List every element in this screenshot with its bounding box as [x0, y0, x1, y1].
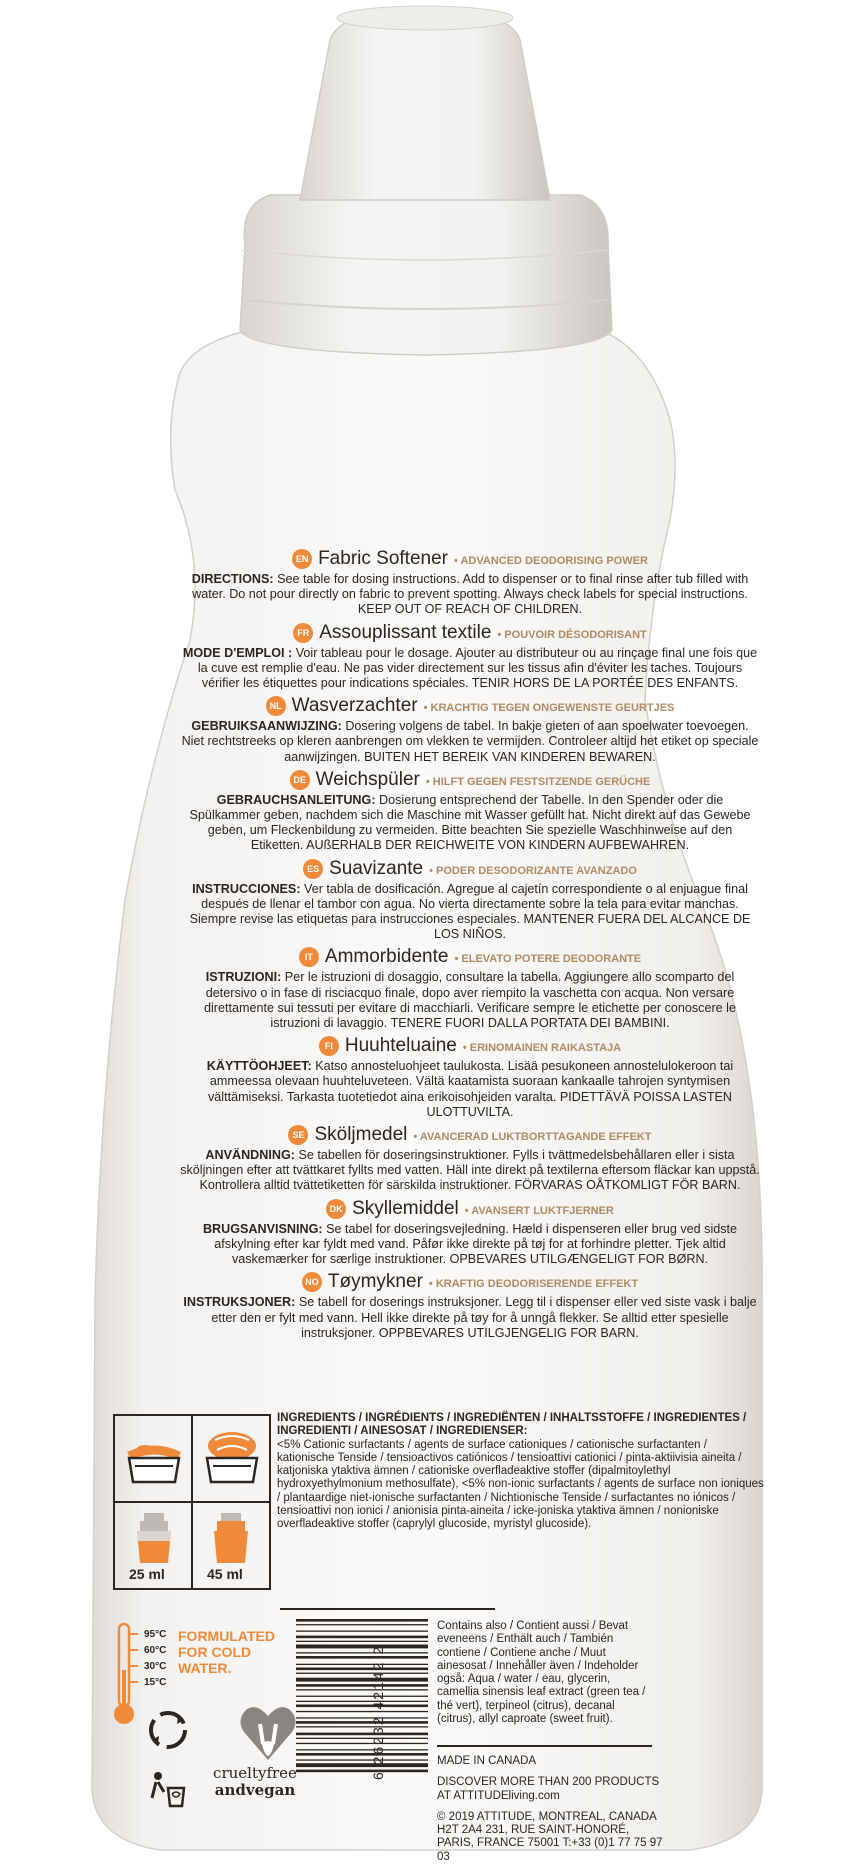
- barcode-bar: [296, 1673, 428, 1674]
- cruelty-free-logo: crueltyfree andvegan: [213, 1764, 297, 1799]
- section-tagline: • AVANCERAD LUKTBORTTAGANDE EFFEKT: [413, 1131, 652, 1144]
- large-dose-amount: 45 ml: [207, 1566, 243, 1582]
- barcode-bar: [296, 1759, 428, 1760]
- section-title: Ammorbidente: [324, 946, 449, 968]
- directions-text: Se tabellen för doseringsinstruktioner. Fylls i tvättmedelsbehållaren eller i sista sköljningen efter att tvättkaret fyllts med vatten. Häll inte direkt på textilerna eftersom fläckar kan uppstå. Kontrollera alltid tvättetiketten för särskilda instruktioner. FÖRVARAS OÅTKOMLIGT FÖR BARN.: [180, 1148, 760, 1193]
- barcode-bar: [296, 1753, 428, 1756]
- barcode-bar: [296, 1743, 428, 1744]
- barcode-bar: [296, 1619, 428, 1622]
- section-title: Fabric Softener: [318, 548, 448, 569]
- barcode-bar: [296, 1711, 428, 1712]
- language-badge: SE: [288, 1125, 308, 1145]
- directions-label: INSTRUKSJONER:: [183, 1295, 296, 1310]
- language-badge: EN: [292, 549, 312, 569]
- barcode-bar: [296, 1678, 428, 1682]
- directions-text: Se tabell for doserings instruksjoner. Legg til i dispenser eller ved siste vask i balje etter den er fylt med vann. Hell ikke direkte på tøy for å unngå flekker. Se alltid etter spesielle instruksjoner. OPPBEVARES UTILGJENGELIG FOR BARN.: [211, 1295, 757, 1340]
- section-tagline: • KRAFTIG DEODORISERENDE EFFEKT: [428, 1278, 639, 1291]
- section-title: Suavizante: [329, 857, 424, 879]
- section-nl: [180, 695, 760, 765]
- barcode-bar: [296, 1641, 428, 1642]
- section-tagline: • ELEVATO POTERE DEODORANTE: [454, 953, 642, 966]
- section-title: Huuhteluaine: [344, 1035, 457, 1057]
- directions-text: Katso annosteluohjeet taulukosta. Lisää pesukoneen annostelulokeroon tai ammeessa olevaan huuhteluveteen. Vältä kaatamista suoraan kankaalle tahrojen syntymisen välttämiseksi. Tarkasta tuotetiedot aina erikoisohjeiden varalta. PIDETTÄVÄ POISSA LASTEN ULOTTUVILTA.: [207, 1059, 734, 1119]
- barcode-bar: [296, 1749, 428, 1750]
- directions-label: INSTRUCCIONES:: [192, 881, 301, 896]
- info-panel: 25 ml 45 ml INGREDIENTS / INGRÉDIENTS / INGREDIËNTEN / INHALTSSTOFFE / INGREDIENTES / INGREDIENTI / AINESOSAT / INGREDIENSER: <5% Cationic surfactants / agents de surface cationiques / cationische surfactanten / kationische Tenside / tensioactivos catiónicos / tensioattivi cationici / pinta-aktiivisia aineita / katjoniska ytaktiva ämnen / cationiske overfladeaktive stoffer (dipalmitoylethyl hydroxyethylmonium methosulfate), <5% non-ionic surfactants / agents de surface non ioniques / plantaardige niet-ionische surfactanten / Nichtionische Tenside / surfactantes no iónicos / tensioattivi non ionici / anionisia pinta-aineita / icke-joniska ytaktiva ämnen / nonioniske overfladeaktive stoffer (caprylyl glucoside, myristyl glucoside). 6 26232 42142 2 Contains also / Contient aussi / Bevat eveneens / Enthält auch / También contiene / Contiene anche / Muut ainesosat / Innehåller även / Indeholder også: Aqua / water / eau, glycerin, camellia sinensis leaf extract (green tea / thé vert), terpineol (citrus), decanal (citrus), allyl caproate (sweet fruit). 95°C 60°C 30°C 15°C FORMULATED FOR COLD WATER. crueltyfree andvegan MADE IN CANADA DISCOVER MORE THAN 200 PRODUCTS AT ATTITUDEliving.com © 2019 ATTITUDE, MONTREAL, CANADA H2T 2A4 231, RUE SAINT-HONORÉ, PARIS, FRANCE 75001 T:+33 (0)1 77 75 97 03: [110, 1410, 770, 1810]
- directions-text: Dosering volgens de tabel. In bakje gieten of aan spoelwater toevoegen. Niet rechtstreeks op kleren aanbrengen om vlekken te vermijden. Controleer altijd het etiket op speciale aanwijzingen. BUITEN HET BEREIK VAN KINDEREN BEWAREN.: [181, 719, 759, 764]
- instructions-panel: [180, 548, 760, 1345]
- language-badge: DK: [326, 1199, 346, 1219]
- directions-label: BRUGSANVISNING:: [202, 1221, 323, 1236]
- barcode-bar: [296, 1733, 428, 1736]
- directions-text: Se tabel for doseringsvejledning. Hæld i dispenseren eller brug ved sidste afskylning efter kar fyldt med vand. Påfør ikke direkte på tøj for at forhindre pletter. Tjek altid vaskemærker for særlige instruktioner. OPBEVARES UTILGÆNGELIGT FOR BØRN.: [214, 1221, 738, 1267]
- temp-15: 15°C: [144, 1677, 167, 1688]
- directions-text: See table for dosing instructions. Add to dispenser or to final rinse after tub filled with water. Do not pour directly on fabric to prevent spotting. Always check labels for special instructions. KEEP OUT OF REACH OF CHILDREN.: [192, 572, 749, 617]
- barcode-bar: [296, 1684, 428, 1687]
- made-in: MADE IN CANADA: [437, 1755, 537, 1767]
- section-se: [180, 1124, 760, 1194]
- section-es: [180, 858, 760, 943]
- section-dk: [180, 1198, 760, 1268]
- bunny-heart-icon: [238, 1702, 298, 1764]
- section-tagline: • PODER DESODORIZANTE AVANZADO: [429, 864, 637, 877]
- ingredients-list: [277, 1412, 767, 1532]
- barcode-bar: [296, 1763, 428, 1767]
- language-badge: FI: [319, 1036, 339, 1056]
- barcode-bar: [296, 1645, 428, 1649]
- directions-text: Voir tableau pour le dosage. Ajouter au distributeur ou au rinçage final une fois que la cuve est remplie d'eau. Ne pas vider directement sur les tissus afin d'éviter les taches. Toujours vérifier les étiquettes pour indications spéciales. TENIR HORS DE LA PORTÉE DES ENFANTS.: [197, 645, 758, 691]
- section-body: [180, 1222, 760, 1268]
- section-title: Sköljmedel: [314, 1124, 408, 1146]
- section-fi: [180, 1035, 760, 1120]
- directions-label: MODE D'EMPLOI :: [182, 645, 293, 660]
- section-tagline: • ERINOMAINEN RAIKASTAJA: [462, 1042, 622, 1055]
- basin-large-load-icon: [201, 1424, 263, 1488]
- barcode-bar: [296, 1652, 428, 1653]
- section-tagline: • HILFT GEGEN FESTSITZENDE GERÜCHE: [425, 775, 651, 788]
- directions-label: ISTRUZIONI:: [205, 970, 282, 985]
- section-body: [180, 1059, 760, 1120]
- language-badge: NL: [266, 696, 286, 716]
- temp-60: 60°C: [144, 1645, 167, 1656]
- barcode-bar: [296, 1631, 428, 1632]
- section-body: [180, 1148, 760, 1194]
- barcode-bar: [296, 1721, 428, 1724]
- section-en: [180, 548, 760, 618]
- company-info: [437, 1755, 667, 1872]
- temp-95: 95°C: [144, 1629, 167, 1640]
- directions-text: Per le istruzioni di dosaggio, consultare la tabella. Aggiungere allo scomparto del detersivo o in fase di risciacquo finale, dopo aver riempito la vaschetta con acqua. Non versare direttamente sui tessuti per evitare di macchiarli. Verificare sempre le etichette per conoscere le istruzioni di lavaggio. TENERE FUORI DALLA PORTATA DEI BAMBINI.: [204, 970, 736, 1031]
- section-de: [180, 769, 760, 854]
- cold-water-note: FORMULATED FOR COLD WATER.: [178, 1628, 275, 1676]
- section-no: [180, 1271, 760, 1341]
- section-tagline: • KRACHTIG TEGEN ONGEWENSTE GEURTJES: [423, 702, 675, 715]
- barcode-bar: [296, 1717, 428, 1718]
- directions-label: GEBRAUCHSANLEITUNG:: [216, 792, 376, 807]
- directions-label: DIRECTIONS:: [191, 572, 274, 586]
- directions-label: ANVÄNDNING:: [205, 1148, 295, 1163]
- barcode-bar: [296, 1696, 428, 1697]
- language-badge: FR: [293, 623, 313, 643]
- cap-large-dose-icon: [210, 1511, 252, 1565]
- section-title: Weichspüler: [315, 768, 420, 790]
- barcode-bar: [296, 1770, 428, 1773]
- cap-small-dose-icon: [133, 1511, 175, 1565]
- section-title: Tøymykner: [327, 1271, 423, 1293]
- section-body: [180, 572, 760, 618]
- section-body: [180, 719, 760, 765]
- section-tagline: • ADVANCED DEODORISING POWER: [453, 555, 648, 567]
- section-it: [180, 946, 760, 1031]
- language-badge: DE: [290, 770, 310, 790]
- directions-label: GEBRUIKSAANWIJZING:: [191, 719, 342, 734]
- barcode-bar: [296, 1664, 428, 1665]
- barcode-bar: [296, 1689, 428, 1690]
- directions-label: KÄYTTÖOHJEET:: [206, 1059, 312, 1074]
- directions-text: Dosierung entsprechend der Tabelle. In den Spender oder die Spülkammer geben, nachdem sich die Maschine mit Wasser gefüllt hat. Nicht direkt auf das Gewebe geben, um Fleckenbildung zu vermeiden. Bitte beachten Sie spezielle Waschhinweise auf den Etiketten. AUßERHALB DER REICHWEITE VON KINDERN AUFBEWAHREN.: [189, 792, 751, 853]
- barcode-bar: [296, 1726, 428, 1727]
- recycle-icon: [148, 1710, 188, 1750]
- ingredients-text: <5% Cationic surfactants / agents de surface cationiques / cationische surfactanten / kationische Tenside / tensioactivos catiónicos / tensioattivi cationici / pinta-aktiivisia aineita / katjoniska ytaktiva ämnen / cationiske overfladeaktive stoffer (dipalmitoylethyl hydroxyethylmonium methosulfate), <5% non-ionic surfactants / agents de surface non ioniques / plantaardige niet-ionische surfactanten / Nichtionische Tenside / surfactantes no iónicos / tensioattivi non ionici / anionisia pinta-aineita / icke-joniska ytaktiva ämnen / nonioniske overfladeaktive stoffer (caprylyl glucoside, myristyl glucoside).: [277, 1438, 764, 1531]
- barcode-bar: [296, 1705, 428, 1708]
- company-address: © 2019 ATTITUDE, MONTREAL, CANADA H2T 2A4 231, RUE SAINT-HONORÉ, PARIS, FRANCE 75001 T:+33 (0)1 77 75 97 03: [437, 1810, 663, 1863]
- section-tagline: • AVANSERT LUKTFJERNER: [464, 1204, 614, 1217]
- section-fr: [180, 622, 760, 692]
- discover-more: DISCOVER MORE THAN 200 PRODUCTS AT ATTITUDEliving.com: [437, 1776, 660, 1802]
- section-body: [180, 646, 760, 692]
- section-title: Skyllemiddel: [352, 1197, 459, 1219]
- small-dose-amount: 25 ml: [129, 1566, 165, 1582]
- barcode-bar: [296, 1701, 428, 1702]
- language-badge: ES: [303, 859, 323, 879]
- section-body: [180, 793, 760, 854]
- divider: [280, 1608, 495, 1610]
- dosing-table: [113, 1414, 271, 1590]
- section-title: Assouplissant textile: [319, 621, 492, 643]
- ingredients-heading: INGREDIENTS / INGRÉDIENTS / INGREDIËNTEN / INHALTSSTOFFE / INGREDIENTES / INGREDIENTI / AINESOSAT / INGREDIENSER:: [277, 1412, 747, 1438]
- barcode-bar: [296, 1624, 428, 1625]
- barcode-bar: [296, 1738, 428, 1739]
- barcode-bar: [296, 1656, 428, 1659]
- contains-also: Contains also / Contient aussi / Bevat eveneens / Enthält auch / También contiene / Contiene anche / Muut ainesosat / Innehåller även / Indeholder også: Aqua / water / eau, glycerin, camellia sinensis leaf extract (green tea / thé vert), terpineol (citrus), decanal (citrus), allyl caproate (sweet fruit).: [437, 1620, 646, 1726]
- section-tagline: • POUVOIR DÉSODORISANT: [497, 628, 647, 641]
- barcode-bar: [296, 1668, 428, 1671]
- section-body: [180, 970, 760, 1031]
- temp-30: 30°C: [144, 1661, 167, 1672]
- basin-small-load-icon: [123, 1426, 185, 1488]
- thermometer-icon: [110, 1620, 140, 1730]
- bottle-cap: [240, 195, 612, 355]
- section-title: Wasverzachter: [291, 695, 418, 717]
- language-badge: NO: [302, 1272, 322, 1292]
- barcode-bar: [296, 1636, 428, 1639]
- section-body: [180, 1295, 760, 1341]
- section-body: [180, 882, 760, 943]
- language-badge: IT: [299, 947, 319, 967]
- tidy-bin-icon: [148, 1768, 188, 1808]
- divider: [437, 1745, 652, 1747]
- directions-text: Ver tabla de dosificación. Agregue al cajetín correspondiente o al enjuague final después de llenar el tambor con agua. No vierta directamente sobre la tela para evitar manchas. Siempre revise las etiquetas para instrucciones especiales. MANTENER FUERA DEL ALCANCE DE LOS NIÑOS.: [189, 881, 751, 942]
